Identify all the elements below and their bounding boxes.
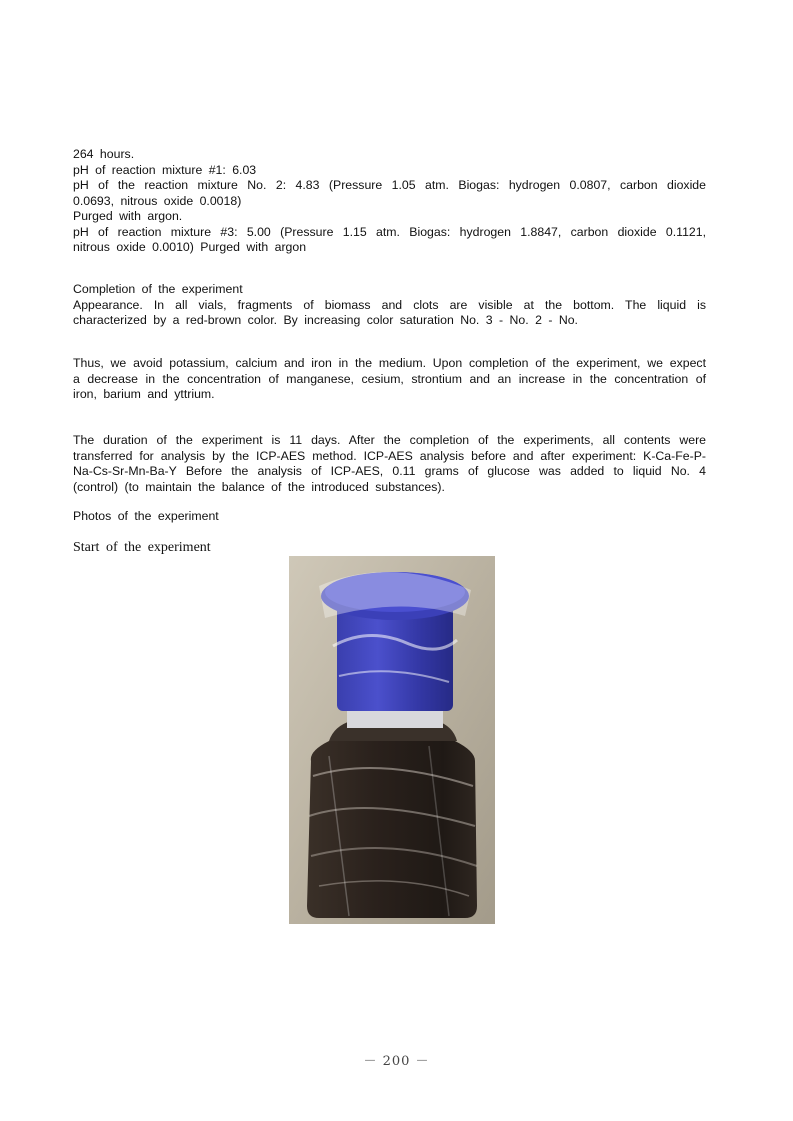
purged-note: Purged with argon. bbox=[73, 209, 183, 223]
reaction-mixtures-block bbox=[73, 147, 706, 256]
ph-mixture-2: pH of the reaction mixture No. 2: 4.83 (Pressure 1.05 atm. Biogas: hydrogen 0.0807, carbon dioxide 0.0693, nitrous oxide 0.0018) bbox=[73, 178, 706, 208]
bottle-illustration bbox=[289, 556, 495, 924]
ph-mixture-1: pH of reaction mixture #1: 6.03 bbox=[73, 162, 257, 177]
bottle-photo bbox=[289, 556, 495, 924]
completion-paragraph: Appearance. In all vials, fragments of biomass and clots are visible at the bottom. The liquid is characterized by a red-brown color. By increasing color saturation No. 3 - No. 2 - No. bbox=[73, 297, 706, 327]
ph-mixture-3: pH of reaction mixture #3: 5.00 (Pressure 1.15 atm. Biogas: hydrogen 1.8847, carbon dioxide 0.1121, nitrous oxide 0.0010) Purged with argon bbox=[73, 224, 706, 254]
duration-hours: 264 hours. bbox=[73, 147, 135, 161]
photos-heading: Photos of the experiment bbox=[73, 509, 219, 523]
avoid-paragraph: Thus, we avoid potassium, calcium and iron in the medium. Upon completion of the experiment, we expect a decrease in the concentration of manganese, cesium, strontium and an increase in the concentration of iron, barium and yttrium. bbox=[73, 356, 706, 401]
completion-heading: Completion of the experiment bbox=[73, 282, 243, 296]
duration-paragraph: The duration of the experiment is 11 days. After the completion of the experiments, all contents were transferred for analysis by the ICP-AES method. ICP-AES analysis before and after experiment: K-Ca-Fe-P-Na-Cs-Sr-Mn-Ba-Y Before the analysis of ICP-AES, 0.11 grams of glucose was added to liquid No. 4 (control) (to maintain the balance of the introduced substances). bbox=[73, 433, 706, 494]
page-number: － 200 － bbox=[363, 1054, 430, 1069]
completion-section bbox=[73, 282, 706, 329]
figure-caption: Start of the experiment bbox=[73, 540, 211, 555]
